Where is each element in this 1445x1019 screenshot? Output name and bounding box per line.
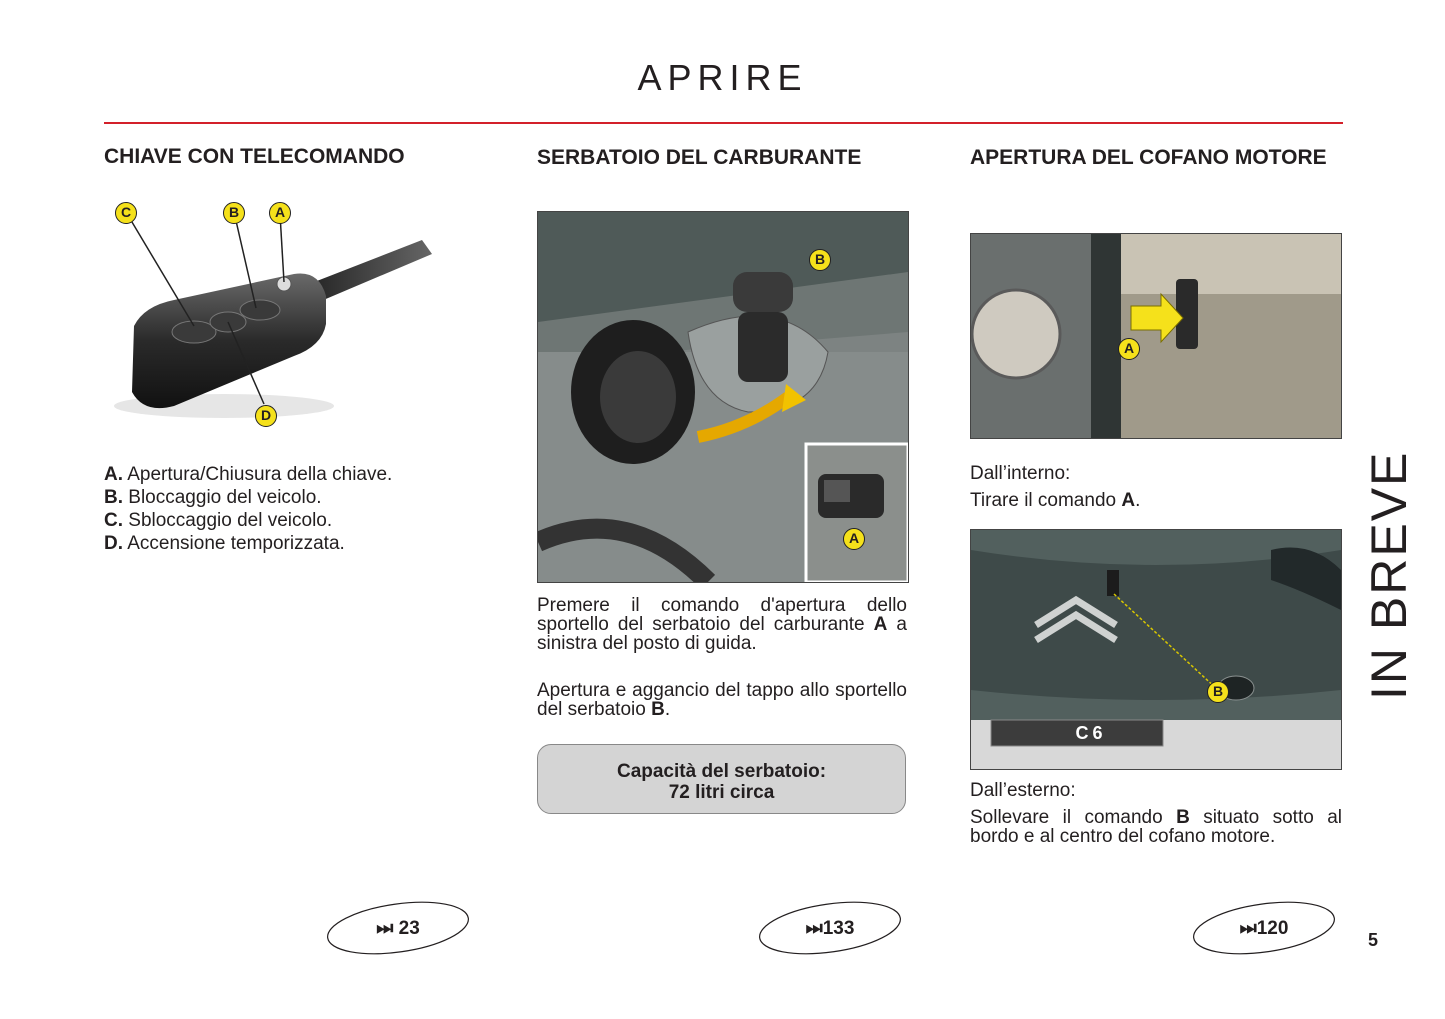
capacity-box bbox=[537, 744, 906, 814]
marker-c: C bbox=[115, 202, 137, 224]
page-reference-133[interactable] bbox=[758, 900, 902, 956]
section-side-label: IN BREVE bbox=[1361, 450, 1417, 700]
legend-item: C. Sbloccaggio del veicolo. bbox=[104, 510, 333, 531]
legend-item: D. Accensione temporizzata. bbox=[104, 533, 345, 554]
page-reference-120[interactable] bbox=[1192, 900, 1336, 956]
front-bonnet-figure bbox=[970, 529, 1342, 770]
inside-instruction: Tirare il comando A. bbox=[970, 490, 1141, 511]
legend-item: A. Apertura/Chiusura della chiave. bbox=[104, 464, 393, 485]
marker-b: B bbox=[223, 202, 245, 224]
bonnet-heading: APERTURA DEL COFANO MOTORE bbox=[970, 146, 1327, 169]
fuel-instruction-2: Apertura e aggancio del tappo allo sportello del serbatoio B. bbox=[537, 680, 907, 720]
remote-key-illustration bbox=[104, 196, 444, 436]
marker-a: A bbox=[843, 528, 865, 550]
reference-text: ⏭120 bbox=[1239, 918, 1289, 939]
interior-lever-illustration bbox=[971, 234, 1341, 438]
marker-a: A bbox=[1118, 338, 1140, 360]
outside-instruction: Sollevare il comando B situato sotto al bordo e al centro del cofano motore. bbox=[970, 807, 1342, 847]
capacity-value: 72 litri circa bbox=[668, 782, 775, 803]
key-legend bbox=[104, 463, 392, 555]
skip-forward-icon: ⏭ bbox=[805, 918, 823, 939]
reference-text: ⏭ 23 bbox=[376, 918, 420, 939]
fuel-tank-heading: SERBATOIO DEL CARBURANTE bbox=[537, 146, 862, 169]
marker-d: D bbox=[255, 405, 277, 427]
skip-forward-icon: ⏭ bbox=[376, 918, 394, 939]
page-number: 5 bbox=[1368, 930, 1379, 950]
inside-label: Dall’interno: bbox=[970, 463, 1071, 484]
fuel-flap-illustration bbox=[538, 212, 908, 582]
reference-text: ⏭133 bbox=[805, 918, 855, 939]
interior-lever-figure bbox=[970, 233, 1342, 439]
legend-item: B. Bloccaggio del veicolo. bbox=[104, 487, 322, 508]
key-remote-heading: CHIAVE CON TELECOMANDO bbox=[104, 145, 405, 168]
page-reference-23[interactable] bbox=[326, 900, 470, 956]
remote-key-figure bbox=[104, 196, 444, 436]
capacity-label: Capacità del serbatoio: bbox=[616, 761, 827, 782]
number-plate-text: C6 bbox=[1075, 723, 1107, 743]
title-divider bbox=[104, 122, 1343, 124]
marker-b: B bbox=[809, 249, 831, 271]
front-bonnet-illustration bbox=[971, 530, 1341, 769]
skip-forward-icon: ⏭ bbox=[1239, 918, 1257, 939]
marker-a: A bbox=[269, 202, 291, 224]
marker-b: B bbox=[1207, 681, 1229, 703]
page-title: APRIRE bbox=[637, 57, 808, 98]
fuel-flap-figure bbox=[537, 211, 909, 583]
fuel-instruction-1: Premere il comando d'apertura dello sportello del serbatoio del carburante A a sinistra del posto di guida. bbox=[537, 595, 907, 654]
outside-label: Dall’esterno: bbox=[970, 780, 1076, 801]
